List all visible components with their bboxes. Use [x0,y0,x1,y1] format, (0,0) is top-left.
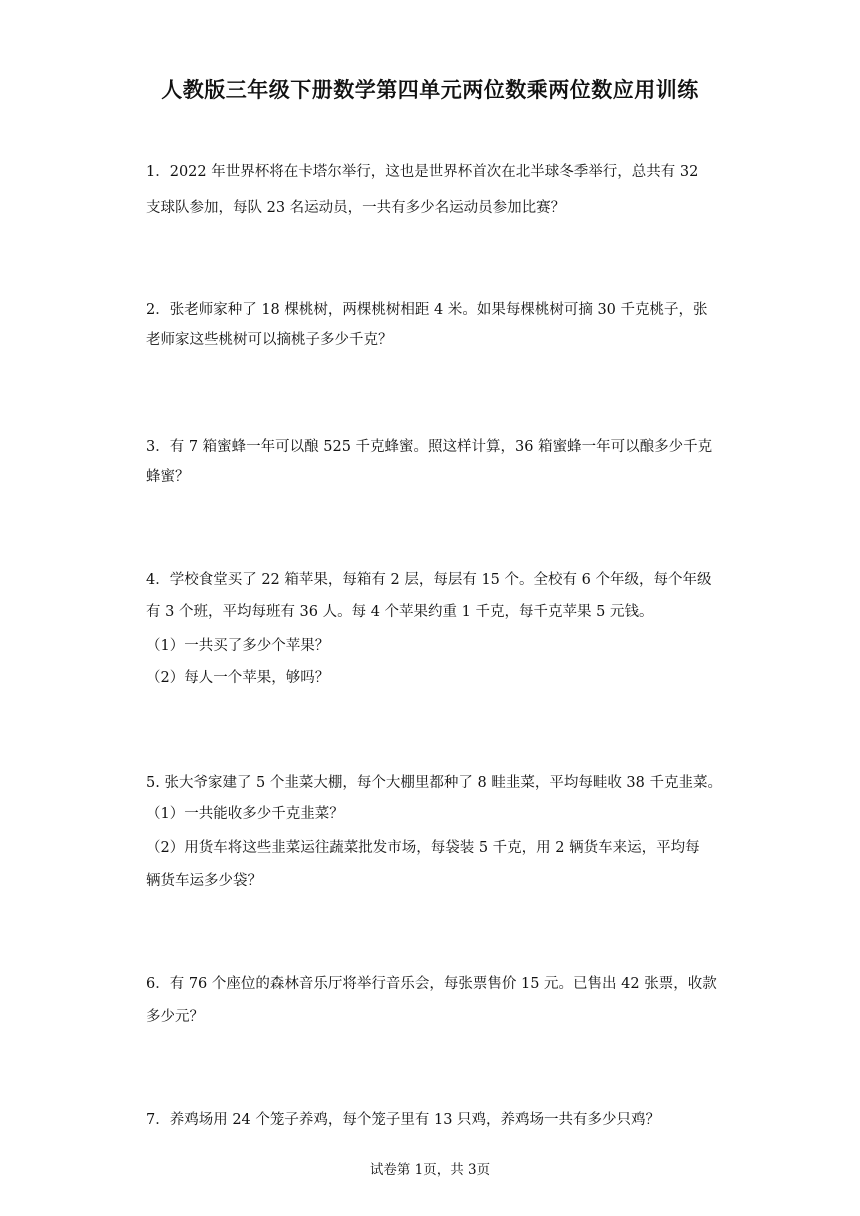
question-5-line-1: 5. 张大爷家建了 5 个韭菜大棚，每个大棚里都种了 8 畦韭菜，平均每畦收 38 千克韭菜。 [146,775,722,791]
question-2-line-2: 老师家这些桃树可以摘桃子多少千克？ [146,332,393,348]
question-2-line-1: 2．张老师家种了 18 棵桃树，两棵桃树相距 4 米。如果每棵桃树可摘 30 千克桃子，张 [146,302,708,318]
question-5-sub-2-cont: 辆货车运多少袋？ [146,873,262,889]
question-3-line-1: 3．有 7 箱蜜蜂一年可以酿 525 千克蜂蜜。照这样计算，36 箱蜜蜂一年可以酿多少千克 [146,439,713,455]
question-7-line-1: 7．养鸡场用 24 个笼子养鸡，每个笼子里有 13 只鸡，养鸡场一共有多少只鸡？ [146,1112,661,1128]
question-4-line-2: 有 3 个班，平均每班有 36 人。每 4 个苹果约重 1 千克，每千克苹果 5 元钱。 [146,604,654,620]
question-4-sub-1: （1）一共买了多少个苹果？ [146,638,330,654]
question-4-sub-2: （2）每人一个苹果，够吗？ [146,670,330,686]
question-5-sub-1: （1）一共能收多少千克韭菜？ [146,806,344,822]
question-4-line-1: 4．学校食堂买了 22 箱苹果，每箱有 2 层，每层有 15 个。全校有 6 个年级，每个年级 [146,572,712,588]
question-6-line-1: 6．有 76 个座位的森林音乐厅将举行音乐会，每张票售价 15 元。已售出 42 张票，收款 [146,976,717,992]
question-6-line-2: 多少元？ [146,1009,204,1025]
question-1-line-2: 支球队参加，每队 23 名运动员，一共有多少名运动员参加比赛？ [146,200,566,216]
question-1-line-1: 1．2022 年世界杯将在卡塔尔举行，这也是世界杯首次在北半球冬季举行，总共有 32 [146,164,699,180]
question-3-line-2: 蜂蜜？ [146,469,190,485]
page-title: 人教版三年级下册数学第四单元两位数乘两位数应用训练 [161,78,699,102]
question-5-sub-2: （2）用货车将这些韭菜运往蔬菜批发市场，每袋装 5 千克，用 2 辆货车来运，平均每 [146,840,700,856]
page-footer: 试卷第 1页，共 3页 [369,1162,491,1178]
